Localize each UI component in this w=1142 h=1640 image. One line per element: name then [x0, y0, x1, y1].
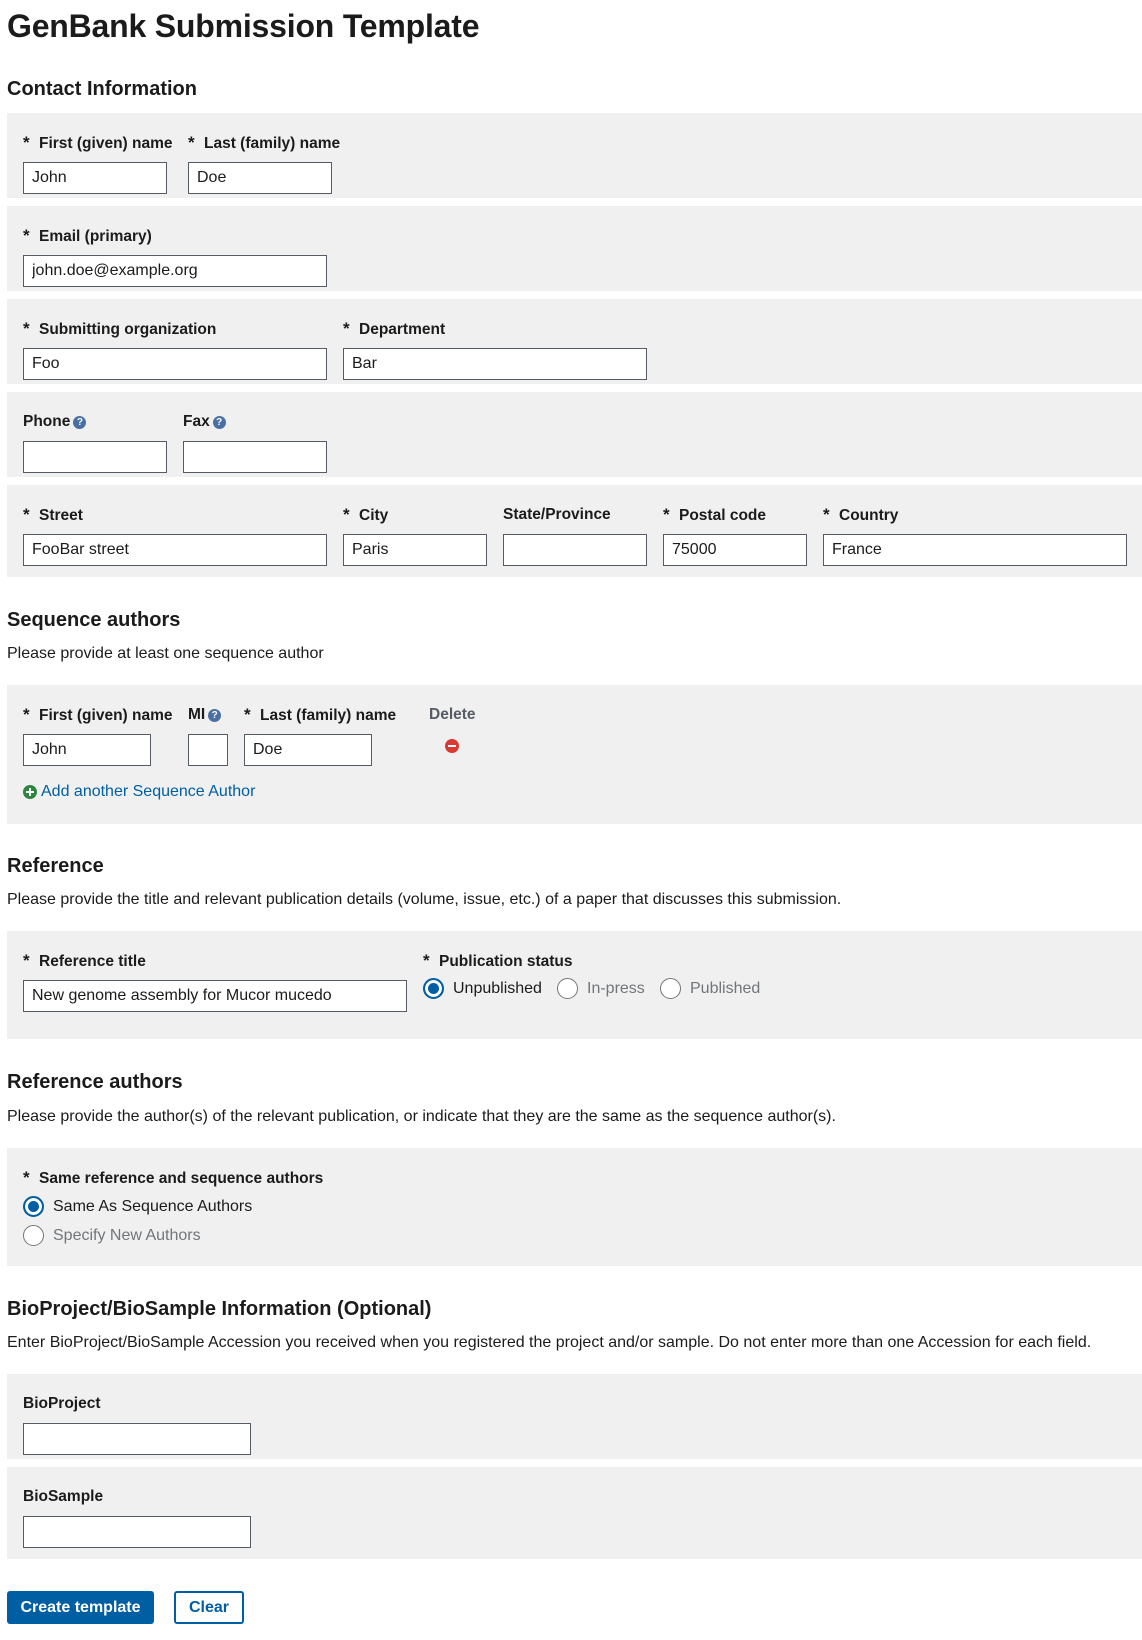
- status-unpublished-label: Unpublished: [453, 979, 542, 997]
- email-label: Email (primary): [39, 228, 152, 245]
- organization-input[interactable]: [23, 348, 327, 380]
- question-circle-icon[interactable]: ?: [213, 416, 226, 429]
- department-group: [343, 319, 647, 380]
- organization-group: [23, 319, 327, 380]
- bioproject-input[interactable]: [23, 1423, 251, 1455]
- city-group: [343, 505, 487, 566]
- specify-new-authors-option[interactable]: [23, 1225, 201, 1246]
- required-asterisk-icon: *: [663, 505, 670, 524]
- specify-new-authors-label: Specify New Authors: [53, 1226, 201, 1244]
- state-label: State/Province: [503, 506, 611, 523]
- reference-authors-heading: Reference authors: [7, 1071, 183, 1093]
- country-label: Country: [839, 507, 899, 524]
- first-name-group: [23, 133, 173, 194]
- add-sequence-author-label: Add another Sequence Author: [41, 783, 256, 800]
- required-asterisk-icon: *: [23, 133, 30, 152]
- minus-circle-icon[interactable]: [445, 739, 459, 753]
- required-asterisk-icon: *: [343, 505, 350, 524]
- required-asterisk-icon: *: [23, 951, 30, 970]
- status-published-radio[interactable]: [660, 978, 681, 999]
- fax-input[interactable]: [183, 441, 327, 473]
- reference-title-group: [23, 951, 407, 1012]
- biosample-panel: [7, 1467, 1142, 1559]
- question-circle-icon[interactable]: ?: [73, 416, 86, 429]
- status-published-label: Published: [690, 979, 761, 997]
- author-first-name-input[interactable]: [23, 734, 151, 766]
- street-input[interactable]: [23, 534, 327, 566]
- department-input[interactable]: [343, 348, 647, 380]
- same-as-sequence-authors-label: Same As Sequence Authors: [53, 1197, 253, 1215]
- sequence-authors-heading: Sequence authors: [7, 609, 181, 631]
- question-circle-icon[interactable]: ?: [208, 709, 221, 722]
- bioproject-group: [23, 1394, 251, 1455]
- required-asterisk-icon: *: [823, 505, 830, 524]
- required-asterisk-icon: *: [23, 1168, 30, 1187]
- required-asterisk-icon: *: [343, 319, 350, 338]
- bioproject-label: BioProject: [23, 1395, 101, 1412]
- bioproject-description: Enter BioProject/BioSample Accession you received when you registered the project and/or sample. Do not enter more than one Accession for each field.: [7, 1334, 1092, 1351]
- add-sequence-author-link[interactable]: [23, 783, 255, 801]
- author-mi-label: MI: [188, 706, 206, 723]
- reference-authors-description: Please provide the author(s) of the relevant publication, or indicate that they are the same as the sequence author(s).: [7, 1108, 836, 1125]
- phone-input[interactable]: [23, 441, 167, 473]
- status-published-option[interactable]: [660, 978, 760, 999]
- same-as-sequence-authors-option[interactable]: [23, 1196, 252, 1217]
- last-name-input[interactable]: [188, 162, 332, 194]
- author-last-name-label: Last (family) name: [260, 707, 397, 724]
- reference-heading: Reference: [7, 855, 104, 877]
- contact-address-panel: [7, 485, 1142, 577]
- status-in-press-label: In-press: [587, 979, 645, 997]
- author-last-name-group: [244, 705, 396, 766]
- author-delete-label: Delete: [429, 706, 476, 723]
- required-asterisk-icon: *: [23, 505, 30, 524]
- reference-title-input[interactable]: [23, 980, 407, 1012]
- author-first-name-group: [23, 705, 173, 766]
- first-name-input[interactable]: [23, 162, 167, 194]
- specify-new-authors-radio[interactable]: [23, 1225, 44, 1246]
- biosample-label: BioSample: [23, 1488, 104, 1505]
- sequence-authors-panel: [7, 685, 1142, 824]
- phone-label: Phone: [23, 413, 71, 430]
- author-last-name-input[interactable]: [244, 734, 372, 766]
- plus-circle-icon: [23, 785, 37, 799]
- city-input[interactable]: [343, 534, 487, 566]
- status-in-press-radio[interactable]: [557, 978, 578, 999]
- reference-title-label: Reference title: [39, 953, 146, 970]
- reference-panel: [7, 931, 1142, 1039]
- page-title: GenBank Submission Template: [7, 8, 480, 44]
- bioproject-heading: BioProject/BioSample Information (Optional): [7, 1298, 432, 1320]
- required-asterisk-icon: *: [23, 226, 30, 245]
- email-group: [23, 226, 327, 287]
- biosample-group: [23, 1487, 251, 1548]
- organization-label: Submitting organization: [39, 321, 217, 338]
- first-name-label: First (given) name: [39, 135, 173, 152]
- publication-status-label: Publication status: [439, 953, 573, 970]
- country-group: [823, 505, 1127, 566]
- publication-status-group: [423, 951, 573, 971]
- author-mi-group: [188, 705, 228, 766]
- same-authors-group: [23, 1168, 323, 1188]
- status-in-press-option[interactable]: [557, 978, 645, 999]
- contact-phone-panel: [7, 392, 1142, 477]
- department-label: Department: [359, 321, 446, 338]
- required-asterisk-icon: *: [23, 705, 30, 724]
- same-as-sequence-authors-radio[interactable]: [23, 1196, 44, 1217]
- country-input[interactable]: [823, 534, 1127, 566]
- contact-email-panel: [7, 206, 1142, 291]
- fax-label: Fax: [183, 413, 210, 430]
- reference-description: Please provide the title and relevant publication details (volume, issue, etc.) of a paper that discusses this submission.: [7, 891, 842, 908]
- bioproject-panel: [7, 1374, 1142, 1459]
- create-template-button[interactable]: Create template: [7, 1591, 154, 1624]
- contact-name-panel: [7, 113, 1142, 198]
- required-asterisk-icon: *: [23, 319, 30, 338]
- street-label: Street: [39, 507, 83, 524]
- postal-code-label: Postal code: [679, 507, 766, 524]
- state-input[interactable]: [503, 534, 647, 566]
- reference-authors-panel: [7, 1148, 1142, 1266]
- city-label: City: [359, 507, 389, 524]
- street-group: [23, 505, 327, 566]
- postal-code-group: [663, 505, 807, 566]
- last-name-label: Last (family) name: [204, 135, 341, 152]
- required-asterisk-icon: *: [423, 951, 430, 970]
- biosample-input[interactable]: [23, 1516, 251, 1548]
- contact-heading: Contact Information: [7, 78, 197, 100]
- last-name-group: [188, 133, 340, 194]
- clear-button[interactable]: Clear: [174, 1591, 244, 1624]
- phone-group: [23, 412, 167, 473]
- state-group: [503, 505, 647, 566]
- author-mi-input[interactable]: [188, 734, 228, 766]
- sequence-authors-description: Please provide at least one sequence author: [7, 645, 324, 662]
- status-unpublished-radio[interactable]: [423, 978, 444, 999]
- postal-code-input[interactable]: [663, 534, 807, 566]
- author-first-name-label: First (given) name: [39, 707, 173, 724]
- contact-org-panel: [7, 299, 1142, 384]
- author-delete-group: [429, 705, 476, 725]
- email-input[interactable]: [23, 255, 327, 287]
- same-authors-label: Same reference and sequence authors: [39, 1170, 324, 1187]
- required-asterisk-icon: *: [188, 133, 195, 152]
- required-asterisk-icon: *: [244, 705, 251, 724]
- status-unpublished-option[interactable]: [423, 978, 542, 999]
- fax-group: [183, 412, 327, 473]
